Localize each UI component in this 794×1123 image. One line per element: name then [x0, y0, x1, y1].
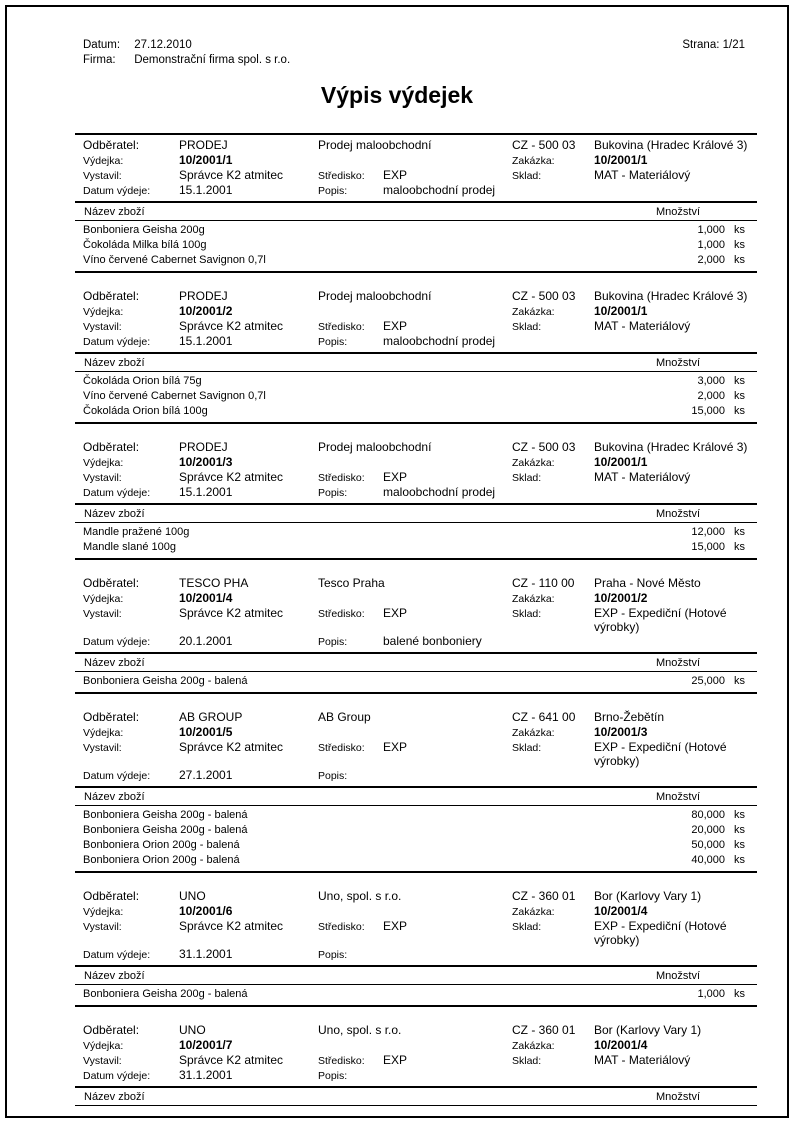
report-body: [75, 133, 757, 1106]
item-qty: 20,000: [691, 824, 725, 836]
datum-vydeje-label: Datum výdeje:: [83, 1070, 151, 1082]
vydejka-value: 10/2001/4: [179, 591, 233, 605]
item-row: [75, 238, 757, 253]
vydejka-label: Výdejka:: [83, 593, 124, 605]
zakazka-value: 10/2001/1: [594, 304, 648, 318]
row-datum-vydeje: [75, 768, 757, 783]
datum-vydeje-value: 31.1.2001: [179, 1068, 233, 1082]
item-qty: 15,000: [691, 405, 725, 417]
row-odberatel: [75, 138, 757, 153]
datum-vydeje-value: 20.1.2001: [179, 634, 233, 648]
zakazka-label: Zakázka:: [512, 155, 555, 167]
item-row: [75, 838, 757, 853]
item-row: [75, 853, 757, 868]
sklad-value: MAT - Materiálový: [594, 168, 691, 182]
row-vystavil: [75, 1053, 757, 1068]
sklad-label: Sklad:: [512, 1055, 542, 1067]
odberatel-name: Prodej maloobchodní: [318, 138, 432, 152]
item-name: Víno červené Cabernet Savignon 0,7l: [83, 390, 266, 402]
zakazka-value: 10/2001/1: [594, 455, 648, 469]
item-qty: 25,000: [691, 675, 725, 687]
item-name: Bonboniera Geisha 200g - balená: [83, 824, 248, 836]
odberatel-code: UNO: [179, 889, 206, 903]
odberatel-label: Odběratel:: [83, 576, 140, 590]
odberatel-code: PRODEJ: [179, 138, 228, 152]
issue-slip-block: [75, 1020, 757, 1106]
row-odberatel: [75, 289, 757, 304]
item-name: Bonboniera Geisha 200g - balená: [83, 809, 248, 821]
issue-slip-block: [75, 286, 757, 424]
item-name-column-header: Název zboží: [84, 356, 145, 369]
datum-vydeje-label: Datum výdeje:: [83, 949, 151, 961]
item-qty: 50,000: [691, 839, 725, 851]
items-header: [75, 965, 757, 985]
item-name: Bonboniera Geisha 200g - balená: [83, 988, 248, 1000]
datum-value: 27.12.2010: [134, 39, 192, 51]
item-unit: ks: [734, 854, 745, 866]
item-qty-column-header: Množství: [655, 656, 700, 669]
vydejka-label: Výdejka:: [83, 457, 124, 469]
zakazka-label: Zakázka:: [512, 306, 555, 318]
odberatel-zip: CZ - 500 03: [512, 138, 576, 152]
item-name: Bonboniera Geisha 200g - balená: [83, 675, 248, 687]
popis-label: Popis:: [318, 336, 348, 348]
stredisko-value: EXP: [383, 606, 408, 620]
items-header: [75, 652, 757, 672]
zakazka-label: Zakázka:: [512, 1040, 555, 1052]
item-qty-column-header: Množství: [655, 1090, 700, 1103]
datum-vydeje-value: 27.1.2001: [179, 768, 233, 782]
odberatel-city: Praha - Nové Město: [594, 576, 701, 590]
block-header: [75, 886, 757, 965]
items-header: [75, 1086, 757, 1106]
item-row: [75, 823, 757, 838]
item-name: Čokoláda Orion bílá 75g: [83, 375, 202, 387]
zakazka-value: 10/2001/3: [594, 725, 648, 739]
row-vystavil: [75, 740, 757, 768]
item-name: Mandle pražené 100g: [83, 526, 190, 538]
block-header: [75, 135, 757, 201]
datum-vydeje-label: Datum výdeje:: [83, 336, 151, 348]
vydejka-value: 10/2001/7: [179, 1038, 233, 1052]
items-list: [75, 372, 757, 424]
item-name-column-header: Název zboží: [84, 969, 145, 982]
odberatel-label: Odběratel:: [83, 138, 140, 152]
vydejka-label: Výdejka:: [83, 306, 124, 318]
item-qty-column-header: Množství: [655, 356, 700, 369]
items-list: [75, 806, 757, 873]
item-row: [75, 525, 757, 540]
datum-label: Datum:: [83, 39, 121, 51]
firma-value: Demonstrační firma spol. s r.o.: [134, 54, 291, 66]
popis-value: maloobchodní prodej: [383, 485, 496, 499]
row-vystavil: [75, 319, 757, 334]
vystavil-label: Vystavil:: [83, 921, 122, 933]
sklad-value: MAT - Materiálový: [594, 319, 691, 333]
sklad-value: MAT - Materiálový: [594, 1053, 691, 1067]
block-header: [75, 1020, 757, 1086]
vydejka-value: 10/2001/6: [179, 904, 233, 918]
item-row: [75, 374, 757, 389]
zakazka-label: Zakázka:: [512, 593, 555, 605]
items-list: [75, 523, 757, 560]
odberatel-city: Bor (Karlovy Vary 1): [594, 1023, 702, 1037]
item-unit: ks: [734, 809, 745, 821]
vydejka-value: 10/2001/3: [179, 455, 233, 469]
datum-vydeje-label: Datum výdeje:: [83, 636, 151, 648]
row-odberatel: [75, 1023, 757, 1038]
odberatel-city: Bukovina (Hradec Králové 3): [594, 440, 748, 454]
datum-vydeje-value: 31.1.2001: [179, 947, 233, 961]
item-qty: 1,000: [697, 224, 725, 236]
row-datum-vydeje: [75, 947, 757, 962]
row-datum-vydeje: [75, 634, 757, 649]
vystavil-value: Správce K2 atmitec: [179, 168, 284, 182]
item-row: [75, 808, 757, 823]
odberatel-zip: CZ - 500 03: [512, 289, 576, 303]
odberatel-city: Bukovina (Hradec Králové 3): [594, 289, 748, 303]
stredisko-value: EXP: [383, 319, 408, 333]
vydejka-label: Výdejka:: [83, 727, 124, 739]
vydejka-label: Výdejka:: [83, 155, 124, 167]
item-unit: ks: [734, 526, 745, 538]
item-unit: ks: [734, 824, 745, 836]
items-header: [75, 503, 757, 523]
item-row: [75, 987, 757, 1002]
row-vydejka: [75, 591, 757, 606]
row-datum-vydeje: [75, 334, 757, 349]
datum-vydeje-value: 15.1.2001: [179, 334, 233, 348]
item-name: Bonboniera Orion 200g - balená: [83, 854, 240, 866]
vystavil-value: Správce K2 atmitec: [179, 606, 284, 620]
items-list: [75, 985, 757, 1007]
odberatel-code: PRODEJ: [179, 440, 228, 454]
item-row: [75, 223, 757, 238]
item-name-column-header: Název zboží: [84, 790, 145, 803]
row-vydejka: [75, 904, 757, 919]
vystavil-label: Vystavil:: [83, 608, 122, 620]
sklad-label: Sklad:: [512, 608, 542, 620]
firma-label: Firma:: [83, 54, 116, 66]
zakazka-label: Zakázka:: [512, 906, 555, 918]
item-name-column-header: Název zboží: [84, 1090, 145, 1103]
issue-slip-block: [75, 573, 757, 694]
block-header: [75, 437, 757, 503]
sklad-label: Sklad:: [512, 472, 542, 484]
item-qty: 80,000: [691, 809, 725, 821]
item-name: Bonboniera Geisha 200g: [83, 224, 205, 236]
vystavil-label: Vystavil:: [83, 472, 122, 484]
block-header: [75, 573, 757, 652]
item-qty: 12,000: [691, 526, 725, 538]
vystavil-label: Vystavil:: [83, 321, 122, 333]
row-vystavil: [75, 606, 757, 634]
vydejka-value: 10/2001/1: [179, 153, 233, 167]
popis-label: Popis:: [318, 636, 348, 648]
datum-vydeje-label: Datum výdeje:: [83, 487, 151, 499]
item-qty-column-header: Množství: [655, 507, 700, 520]
block-header: [75, 286, 757, 352]
odberatel-code: AB GROUP: [179, 710, 243, 724]
odberatel-city: Brno-Žebětín: [594, 710, 665, 724]
row-odberatel: [75, 710, 757, 725]
items-list: [75, 221, 757, 273]
item-qty: 1,000: [697, 239, 725, 251]
odberatel-name: Uno, spol. s r.o.: [318, 1023, 402, 1037]
odberatel-label: Odběratel:: [83, 440, 140, 454]
row-odberatel: [75, 440, 757, 455]
report-title: Výpis výdejek: [320, 82, 474, 108]
row-datum-vydeje: [75, 485, 757, 500]
item-name-column-header: Název zboží: [84, 205, 145, 218]
vydejka-label: Výdejka:: [83, 906, 124, 918]
item-row: [75, 540, 757, 555]
item-unit: ks: [734, 839, 745, 851]
vydejka-label: Výdejka:: [83, 1040, 124, 1052]
item-qty: 1,000: [697, 988, 725, 1000]
row-datum-vydeje: [75, 1068, 757, 1083]
items-header: [75, 201, 757, 221]
row-datum-vydeje: [75, 183, 757, 198]
row-vydejka: [75, 304, 757, 319]
stredisko-value: EXP: [383, 919, 408, 933]
item-unit: ks: [734, 541, 745, 553]
popis-label: Popis:: [318, 770, 348, 782]
zakazka-label: Zakázka:: [512, 457, 555, 469]
row-vystavil: [75, 470, 757, 485]
item-qty: 3,000: [697, 375, 725, 387]
odberatel-zip: CZ - 110 00: [512, 576, 575, 590]
odberatel-name: Tesco Praha: [318, 576, 385, 590]
item-unit: ks: [734, 224, 745, 236]
stredisko-label: Středisko:: [318, 608, 365, 620]
issue-slip-block: [75, 135, 757, 273]
items-list: [75, 672, 757, 694]
item-unit: ks: [734, 239, 745, 251]
stredisko-value: EXP: [383, 1053, 408, 1067]
issue-slip-block: [75, 886, 757, 1007]
zakazka-value: 10/2001/4: [594, 1038, 648, 1052]
popis-value: maloobchodní prodej: [383, 334, 496, 348]
popis-label: Popis:: [318, 185, 348, 197]
item-name-column-header: Název zboží: [84, 656, 145, 669]
vystavil-value: Správce K2 atmitec: [179, 470, 284, 484]
vystavil-value: Správce K2 atmitec: [179, 1053, 284, 1067]
vydejka-value: 10/2001/2: [179, 304, 233, 318]
item-qty: 15,000: [691, 541, 725, 553]
vystavil-value: Správce K2 atmitec: [179, 740, 284, 754]
item-name: Čokoláda Orion bílá 100g: [83, 405, 208, 417]
odberatel-zip: CZ - 641 00: [512, 710, 576, 724]
header-row-firma: [83, 53, 745, 68]
vystavil-label: Vystavil:: [83, 170, 122, 182]
zakazka-value: 10/2001/1: [594, 153, 648, 167]
item-name: Mandle slané 100g: [83, 541, 176, 553]
stredisko-label: Středisko:: [318, 921, 365, 933]
vydejka-value: 10/2001/5: [179, 725, 233, 739]
stredisko-label: Středisko:: [318, 472, 365, 484]
item-name: Víno červené Cabernet Savignon 0,7l: [83, 254, 266, 266]
popis-value: balené bonboniery: [383, 634, 482, 648]
stredisko-value: EXP: [383, 168, 408, 182]
item-row: [75, 253, 757, 268]
row-odberatel: [75, 576, 757, 591]
row-vydejka: [75, 455, 757, 470]
stredisko-value: EXP: [383, 740, 408, 754]
sklad-label: Sklad:: [512, 742, 542, 754]
vystavil-value: Správce K2 atmitec: [179, 919, 284, 933]
row-vydejka: [75, 725, 757, 740]
sklad-value: EXP - Expediční (Hotové výrobky): [594, 606, 727, 634]
item-row: [75, 674, 757, 689]
vystavil-label: Vystavil:: [83, 1055, 122, 1067]
row-vydejka: [75, 1038, 757, 1053]
odberatel-label: Odběratel:: [83, 710, 140, 724]
popis-value: maloobchodní prodej: [383, 183, 496, 197]
report-header: [83, 38, 745, 68]
stredisko-label: Středisko:: [318, 321, 365, 333]
stredisko-label: Středisko:: [318, 1055, 365, 1067]
item-row: [75, 404, 757, 419]
datum-vydeje-label: Datum výdeje:: [83, 185, 151, 197]
item-unit: ks: [734, 254, 745, 266]
sklad-value: MAT - Materiálový: [594, 470, 691, 484]
sklad-label: Sklad:: [512, 170, 542, 182]
odberatel-zip: CZ - 360 01: [512, 889, 576, 903]
item-name: Čokoláda Milka bílá 100g: [83, 239, 207, 251]
header-row-datum: [83, 38, 745, 53]
item-qty-column-header: Množství: [655, 790, 700, 803]
sklad-value: EXP - Expediční (Hotové výrobky): [594, 740, 727, 768]
zakazka-label: Zakázka:: [512, 727, 555, 739]
sklad-value: EXP - Expediční (Hotové výrobky): [594, 919, 727, 947]
item-unit: ks: [734, 988, 745, 1000]
datum-vydeje-label: Datum výdeje:: [83, 770, 151, 782]
zakazka-value: 10/2001/4: [594, 904, 648, 918]
row-vystavil: [75, 168, 757, 183]
datum-vydeje-value: 15.1.2001: [179, 485, 233, 499]
odberatel-label: Odběratel:: [83, 889, 140, 903]
item-qty: 2,000: [697, 390, 725, 402]
stredisko-label: Středisko:: [318, 170, 365, 182]
item-unit: ks: [734, 675, 745, 687]
sklad-label: Sklad:: [512, 921, 542, 933]
odberatel-city: Bor (Karlovy Vary 1): [594, 889, 702, 903]
item-unit: ks: [734, 375, 745, 387]
block-header: [75, 707, 757, 786]
vystavil-value: Správce K2 atmitec: [179, 319, 284, 333]
odberatel-name: AB Group: [318, 710, 371, 724]
odberatel-label: Odběratel:: [83, 1023, 140, 1037]
item-unit: ks: [734, 390, 745, 402]
items-header: [75, 786, 757, 806]
sklad-label: Sklad:: [512, 321, 542, 333]
item-qty: 40,000: [691, 854, 725, 866]
odberatel-code: PRODEJ: [179, 289, 228, 303]
item-unit: ks: [734, 405, 745, 417]
odberatel-zip: CZ - 500 03: [512, 440, 576, 454]
odberatel-code: TESCO PHA: [179, 576, 249, 590]
odberatel-name: Uno, spol. s r.o.: [318, 889, 402, 903]
row-odberatel: [75, 889, 757, 904]
popis-label: Popis:: [318, 487, 348, 499]
issue-slip-block: [75, 707, 757, 873]
item-row: [75, 389, 757, 404]
popis-label: Popis:: [318, 1070, 348, 1082]
item-name: Bonboniera Orion 200g - balená: [83, 839, 240, 851]
odberatel-name: Prodej maloobchodní: [318, 289, 432, 303]
stredisko-label: Středisko:: [318, 742, 365, 754]
page-number: Strana: 1/21: [682, 39, 745, 51]
row-vystavil: [75, 919, 757, 947]
items-header: [75, 352, 757, 372]
issue-slip-block: [75, 437, 757, 560]
row-vydejka: [75, 153, 757, 168]
datum-vydeje-value: 15.1.2001: [179, 183, 233, 197]
odberatel-zip: CZ - 360 01: [512, 1023, 576, 1037]
odberatel-label: Odběratel:: [83, 289, 140, 303]
vystavil-label: Vystavil:: [83, 742, 122, 754]
zakazka-value: 10/2001/2: [594, 591, 648, 605]
odberatel-city: Bukovina (Hradec Králové 3): [594, 138, 748, 152]
item-qty-column-header: Množství: [655, 969, 700, 982]
item-qty-column-header: Množství: [655, 205, 700, 218]
odberatel-code: UNO: [179, 1023, 206, 1037]
stredisko-value: EXP: [383, 470, 408, 484]
odberatel-name: Prodej maloobchodní: [318, 440, 432, 454]
popis-label: Popis:: [318, 949, 348, 961]
item-qty: 2,000: [697, 254, 725, 266]
item-name-column-header: Název zboží: [84, 507, 145, 520]
